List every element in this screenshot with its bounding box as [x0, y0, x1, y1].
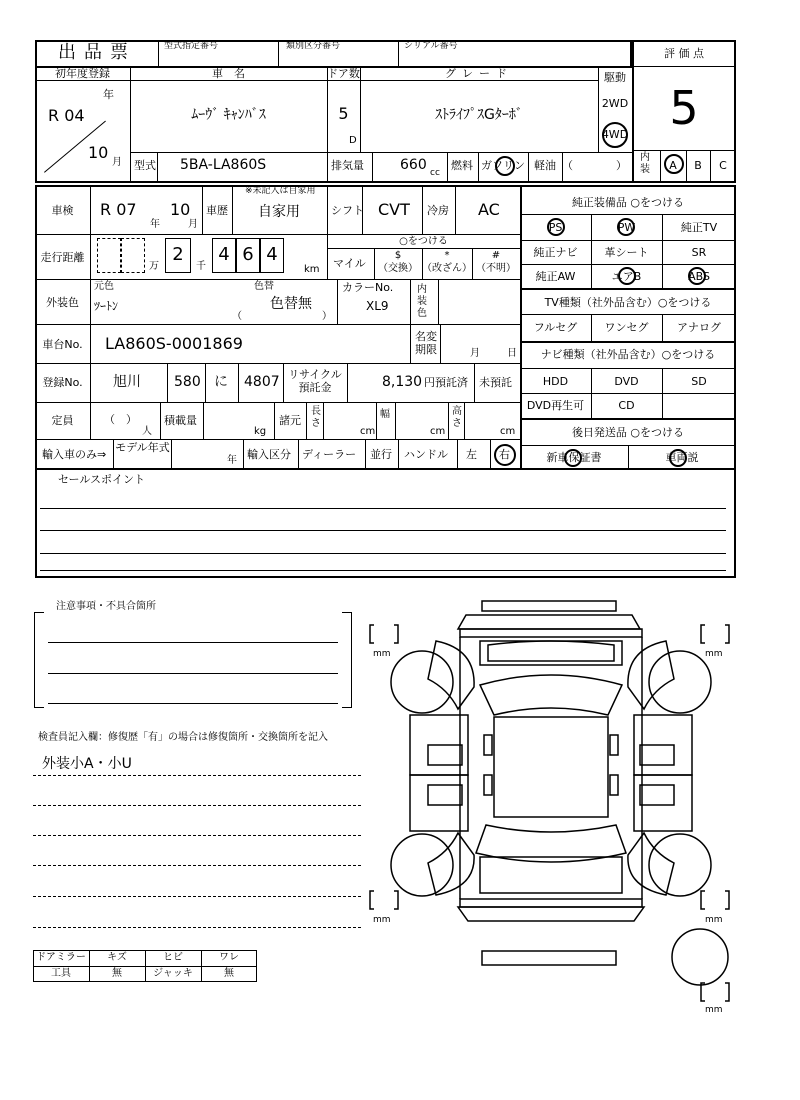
history-label: 車歴: [206, 204, 228, 217]
handle-right: 右: [499, 448, 510, 461]
first-reg-month-unit: 月: [112, 157, 122, 168]
page-title: 出品票: [58, 42, 136, 63]
serial-number-label: シリアル番号: [404, 41, 458, 51]
color-repaint-value: 色替無: [270, 296, 312, 312]
option-leather: 革シート: [604, 246, 649, 259]
recycle-unit: 円預託済: [424, 376, 468, 389]
option-abs-circle: [688, 267, 706, 285]
option-ps: PS: [548, 221, 563, 234]
bt-tools-value: 無: [112, 968, 122, 979]
notes-bracket-left: [34, 612, 44, 708]
capacity-label: 定員: [51, 414, 74, 427]
navi-cd: CD: [618, 399, 635, 412]
later-warranty-circle: [564, 449, 582, 467]
width-unit: cm: [430, 426, 446, 437]
color-repaint-label: 色替: [254, 281, 274, 292]
bt-header-break: ワレ: [219, 952, 239, 963]
drive-2wd: 2WD: [601, 97, 629, 110]
tv-title: TV種類（社外品含む）○をつける: [544, 296, 712, 309]
later-manual: 車両説: [665, 451, 699, 464]
mileage-flags-header: ○をつける: [399, 236, 448, 247]
interior-grade-c: C: [719, 159, 727, 172]
drive-4wd-circle: [602, 122, 628, 148]
doors-suffix: D: [349, 135, 357, 146]
factory-options-title: 純正装備品 ○をつける: [571, 196, 685, 209]
option-ps-circle: [547, 218, 565, 236]
mileage-unknown: （不明）: [476, 263, 516, 274]
fuel-paren-open: （: [562, 159, 573, 172]
capacity-unit: 人: [142, 426, 152, 437]
fuel-label: 燃料: [451, 159, 473, 172]
tv-fullseg: フルセグ: [533, 321, 578, 334]
bt-tools: 工具: [51, 968, 71, 979]
inspection-month-unit: 月: [188, 219, 198, 230]
car-name-value: ﾑｰｳﾞ ｷｬﾝﾊﾞｽ: [191, 107, 266, 123]
capacity-paren: （ ）: [104, 413, 137, 426]
mileage-digit-6: 4: [266, 244, 278, 265]
bt-header-mirror: ドアミラー: [36, 952, 86, 963]
chassis-day-unit: 日: [507, 348, 517, 359]
aircon-value: AC: [478, 200, 500, 219]
doors-label: ドア数: [327, 67, 360, 80]
chassis-value: LA860S-0001869: [105, 334, 243, 353]
fuel-diesel: 軽油: [534, 159, 556, 172]
bt-jack: ジャッキ: [153, 968, 193, 979]
option-sr: SR: [691, 246, 707, 259]
mileage-digit-5: 6: [242, 244, 254, 265]
import-parallel: 並行: [370, 448, 392, 461]
tv-analog: アナログ: [677, 321, 721, 334]
mileage-mile: マイル: [333, 257, 366, 270]
interior-color-label: 内装色: [417, 284, 427, 319]
import-cat-label: 輸入区分: [247, 448, 291, 461]
tv-oneseg: ワンセグ: [604, 321, 649, 334]
mm-front-right: mm: [705, 649, 723, 659]
chassis-label: 車台No.: [42, 338, 83, 351]
model-code-value: 5BA-LA860S: [180, 157, 267, 173]
mileage-unknown-sym: #: [491, 250, 501, 261]
mileage-exchange-sym: $: [394, 250, 402, 261]
first-reg-era-year: R 04: [48, 106, 85, 125]
color-orig-value: ﾂｰﾄﾝ: [94, 299, 119, 313]
mileage-exchange: （交換）: [378, 263, 418, 274]
mileage-label: 走行距離: [40, 251, 85, 264]
option-airbag-circle: [618, 267, 636, 285]
model-year-label: モデル年式: [115, 441, 170, 454]
grade-value: ｽﾄﾗｲﾌﾟｽGﾀｰﾎﾞ: [435, 107, 523, 123]
chassis-title-expiry: 名変期限: [415, 330, 437, 356]
navi-sd: SD: [691, 375, 707, 388]
drive-4wd: 4WD: [601, 128, 629, 141]
option-abs: ABS: [688, 270, 710, 283]
displacement-unit: cc: [430, 168, 440, 178]
later-warranty: 新車保証書: [546, 451, 602, 464]
interior-grade-a-circle: [664, 154, 684, 174]
mm-front-left: mm: [373, 649, 391, 659]
registration-label: 登録No.: [42, 376, 83, 389]
interior-grade-a: A: [669, 159, 677, 172]
grade-label: グレード: [445, 67, 513, 80]
model-code-label: 型式: [134, 159, 156, 172]
model-year-unit: 年: [227, 455, 237, 466]
registration-class: 580: [174, 374, 201, 390]
history-value: 自家用: [258, 204, 300, 220]
mileage-sen: 千: [196, 261, 206, 272]
notes-label: 注意事項・不具合箇所: [56, 601, 156, 612]
option-aw: 純正AW: [535, 270, 576, 283]
fuel-gasoline: ガソリン: [481, 159, 525, 172]
shift-value: CVT: [378, 200, 410, 219]
later-manual-circle: [669, 449, 687, 467]
bt-jack-value: 無: [224, 968, 234, 979]
inspection-month: 10: [170, 200, 191, 219]
option-tv: 純正TV: [680, 221, 718, 234]
option-airbag: エアB: [611, 270, 642, 283]
spec-label: 諸元: [279, 414, 301, 427]
category-number-label: 類別区分番号: [286, 41, 341, 51]
recycle-value: 8,130: [382, 374, 423, 390]
doors-value: 5: [338, 104, 349, 123]
inspection-era: R 07: [100, 200, 137, 219]
aircon-label: 冷房: [427, 204, 449, 217]
first-reg-year-unit: 年: [103, 88, 114, 101]
inspection-label: 車検: [51, 204, 74, 217]
registration-area: 旭川: [113, 374, 141, 390]
mileage-digit-box-1: [97, 238, 121, 273]
fuel-paren-close: ）: [616, 159, 627, 172]
mm-rear-right: mm: [705, 915, 723, 925]
bt-header-scratch: キズ: [107, 952, 127, 963]
mileage-digit-4: 4: [218, 244, 230, 265]
mileage-km: km: [304, 264, 320, 275]
option-navi: 純正ナビ: [533, 246, 578, 259]
interior-grade-b: B: [694, 159, 702, 172]
mileage-digit-3: 2: [172, 244, 184, 265]
mileage-altered-sym: *: [444, 250, 450, 261]
option-pw-circle: [617, 218, 635, 236]
registration-kana: に: [214, 374, 228, 390]
sales-point-label: セールスポイント: [58, 473, 146, 486]
navi-title: ナビ種類（社外品含む）○をつける: [540, 348, 716, 361]
car-body-diagram: [360, 595, 780, 1035]
color-no-label: カラーNo.: [342, 281, 394, 294]
history-note: ※未記入は自家用: [245, 186, 316, 196]
handle-left: 左: [466, 448, 477, 461]
first-reg-month: 10: [88, 143, 109, 162]
mileage-digit-box-2: [121, 238, 145, 273]
mm-rear-left: mm: [373, 915, 391, 925]
first-reg-label: 初年度登録: [55, 67, 110, 80]
option-pw: PW: [617, 221, 636, 234]
recycle-unpaid: 未預託: [479, 376, 512, 389]
shift-label: シフト: [331, 204, 364, 217]
import-label: 輸入車のみ⇒: [42, 448, 107, 461]
navi-dvd-play: DVD再生可: [526, 399, 585, 412]
color-label: 外装色: [46, 296, 79, 309]
rating-label: 評 価 点: [664, 47, 704, 60]
inspection-year-unit: 年: [150, 219, 160, 230]
width-label: 幅: [380, 409, 390, 420]
inspector-label: 検査員記入欄：修復歴「有」の場合は修復箇所・交換箇所を記入: [38, 732, 328, 743]
mileage-man: 万: [149, 261, 159, 272]
height-unit: cm: [500, 426, 516, 437]
chassis-month-unit: 月: [470, 348, 480, 359]
height-label: 高さ: [452, 406, 462, 429]
color-orig-label: 元色: [94, 281, 114, 292]
car-name-label: 車 名: [212, 67, 245, 80]
inspector-entry: 外装小A・小U: [42, 756, 132, 772]
length-unit: cm: [360, 426, 376, 437]
recycle-label: リサイクル預託金: [288, 368, 342, 394]
displacement-label: 排気量: [331, 159, 364, 172]
registration-number: 4807: [244, 374, 280, 390]
import-dealer: ディーラー: [302, 448, 357, 461]
mm-spare: mm: [705, 1005, 723, 1015]
interior-label: 内装: [640, 152, 650, 175]
navi-dvd: DVD: [614, 375, 639, 388]
drive-label: 駆動: [604, 71, 626, 84]
handle-label: ハンドル: [404, 448, 448, 461]
color-paren: （ ）: [232, 311, 332, 322]
type-designation-label: 型式指定番号: [164, 41, 219, 51]
notes-bracket-right: [342, 612, 352, 708]
navi-hdd: HDD: [542, 375, 569, 388]
fuel-gasoline-circle: [495, 156, 515, 176]
load-unit: kg: [254, 426, 267, 437]
color-no-value: XL9: [366, 299, 389, 313]
load-label: 積載量: [164, 414, 197, 427]
later-title: 後日発送品 ○をつける: [571, 426, 685, 439]
handle-right-circle: [494, 444, 516, 466]
rating-score: 5: [669, 81, 699, 135]
displacement-value: 660: [400, 157, 427, 173]
bt-header-crack: ヒビ: [163, 952, 183, 963]
length-label: 長さ: [311, 406, 321, 429]
mileage-altered: （改ざん）: [422, 263, 472, 274]
